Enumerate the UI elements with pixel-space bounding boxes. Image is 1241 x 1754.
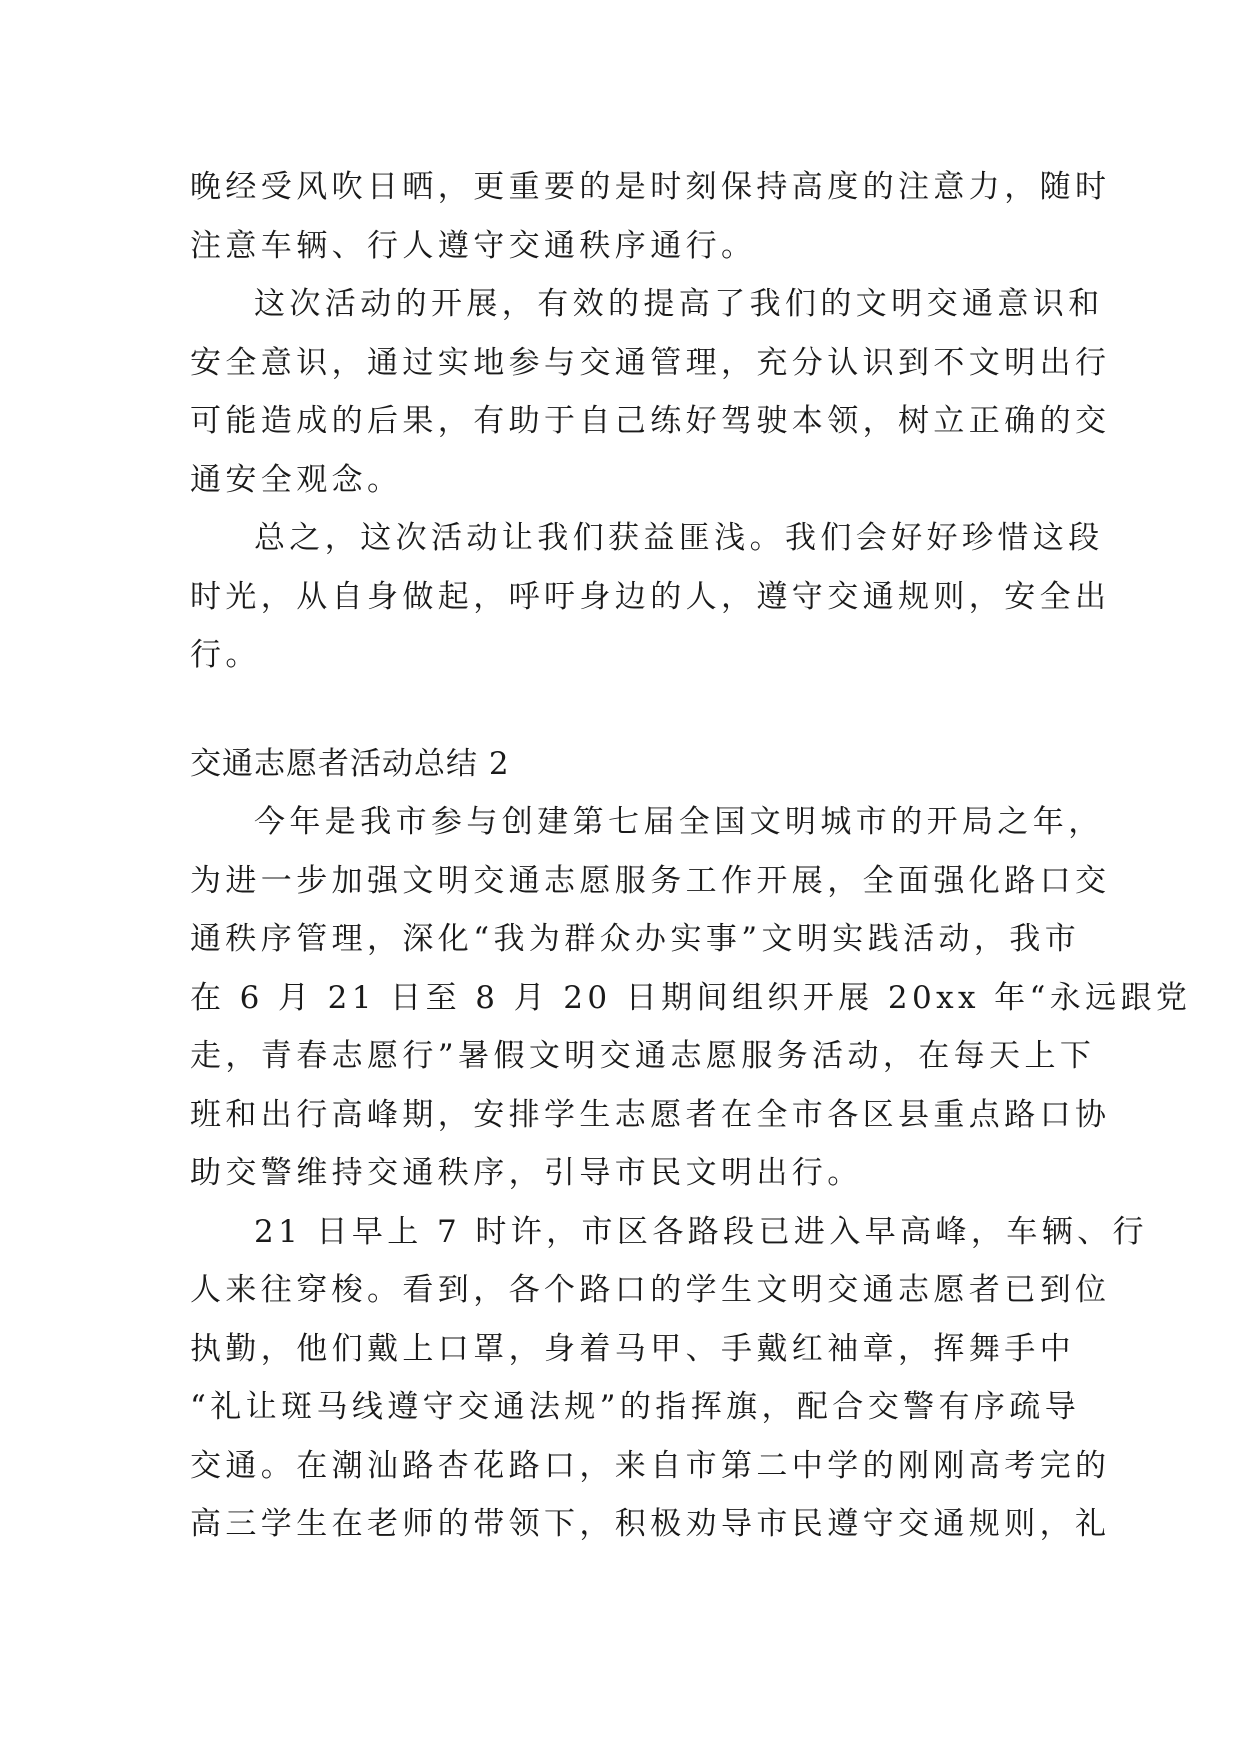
text-line: 总之，这次活动让我们获益匪浅。我们会好好珍惜这段 [254, 520, 1104, 556]
text-line: 班和出行高峰期，安排学生志愿者在全市各区县重点路口协 [190, 1096, 1111, 1133]
text-line: 行。 [190, 637, 261, 673]
paragraph [190, 275, 1111, 509]
paragraph [190, 158, 1111, 275]
text-line: 21 日早上 7 时许，市区各路段已进入早高峰，车辆、行 [254, 1213, 1148, 1250]
text-line: 高三学生在老师的带领下，积极劝导市民遵守交通规则，礼 [190, 1506, 1111, 1542]
paragraph [190, 793, 1192, 1203]
paragraph [190, 1203, 1148, 1554]
document-body [190, 158, 1192, 1554]
text-line: 这次活动的开展，有效的提高了我们的文明交通意识和 [254, 286, 1104, 322]
text-line: 在 6 月 21 日至 8 月 20 日期间组织开展 20xx 年“永远跟党 [190, 979, 1192, 1016]
text-line: 时光，从自身做起，呼吁身边的人，遵守交通规则，安全出 [190, 578, 1111, 615]
text-line: 晚经受风吹日晒，更重要的是时刻保持高度的注意力，随时 [190, 169, 1111, 205]
text-line: 执勤，他们戴上口罩，身着马甲、手戴红袖章，挥舞手中 [190, 1330, 1075, 1367]
text-line: 可能造成的后果，有助于自己练好驾驶本领，树立正确的交 [190, 403, 1111, 439]
section-spacer [190, 685, 1050, 735]
text-line: 走，青春志愿行”暑假文明交通志愿服务活动，在每天上下 [190, 1038, 1096, 1074]
text-line: 为进一步加强文明交通志愿服务工作开展，全面强化路口交 [190, 862, 1111, 899]
text-line: 交通。在潮汕路杏花路口，来自市第二中学的刚刚高考完的 [190, 1447, 1111, 1484]
paragraph [190, 509, 1111, 685]
text-line: 人来往穿梭。看到，各个路口的学生文明交通志愿者已到位 [190, 1272, 1111, 1308]
text-line: “礼让斑马线遵守交通法规”的指挥旗，配合交警有序疏导 [190, 1389, 1081, 1425]
text-line: 安全意识，通过实地参与交通管理，充分认识到不文明出行 [190, 344, 1111, 381]
text-line: 通秩序管理，深化“我为群众办实事”文明实践活动，我市 [190, 921, 1081, 957]
text-line: 注意车辆、行人遵守交通秩序通行。 [190, 227, 757, 264]
text-line: 助交警维持交通秩序，引导市民文明出行。 [190, 1155, 863, 1191]
section-heading: 交通志愿者活动总结 2 [190, 745, 510, 782]
text-line: 通安全观念。 [190, 461, 403, 498]
text-line: 今年是我市参与创建第七届全国文明城市的开局之年， [254, 804, 1104, 840]
